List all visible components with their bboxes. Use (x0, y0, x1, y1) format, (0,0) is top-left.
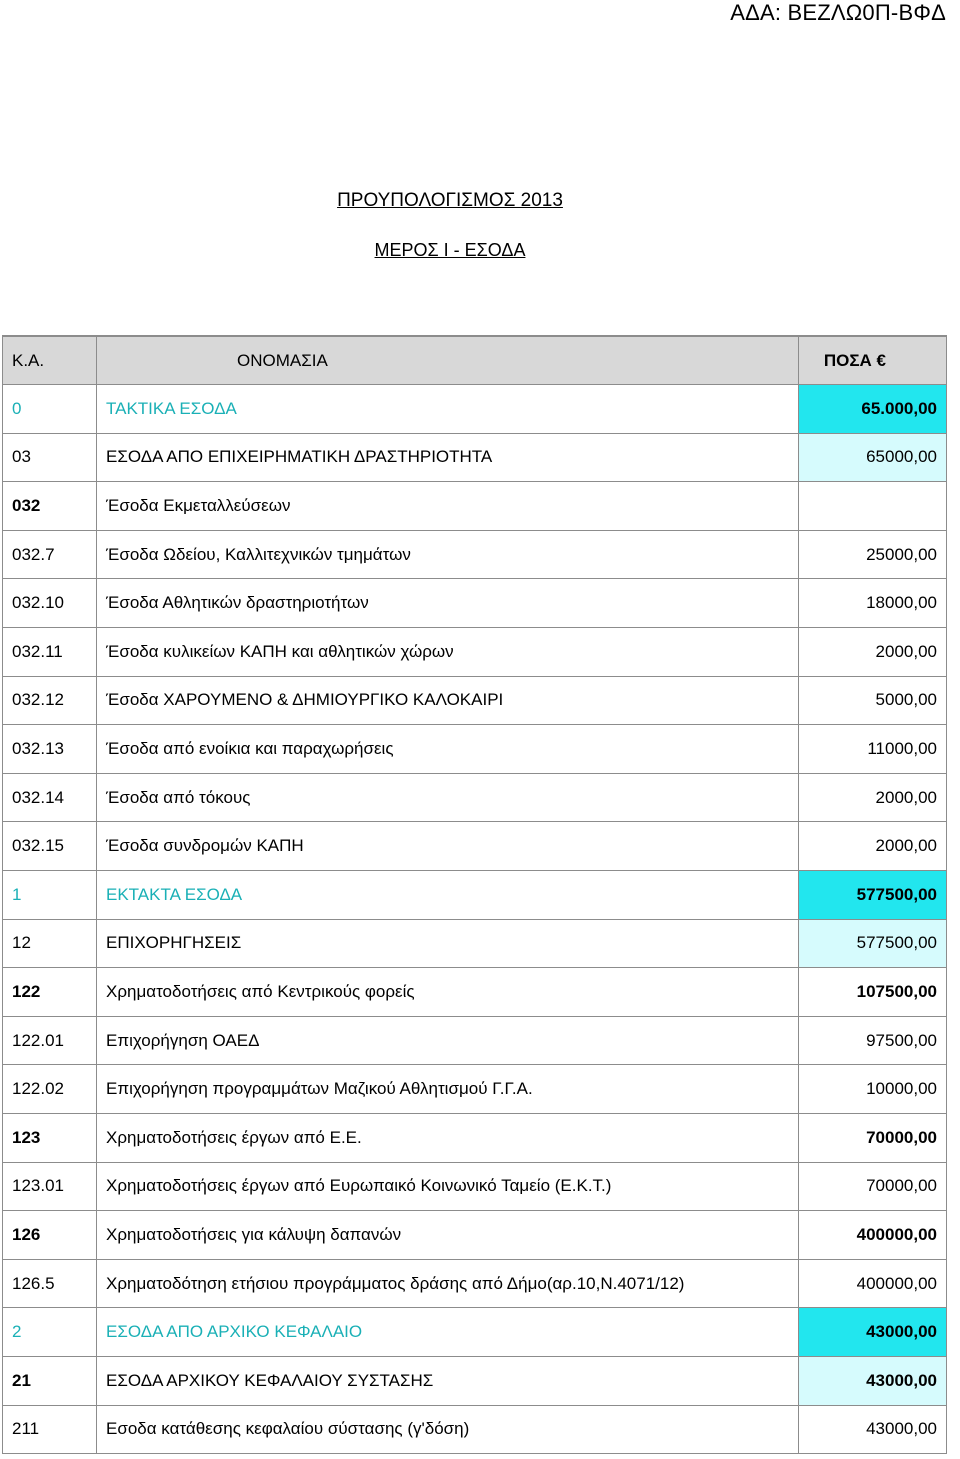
row-amount: 107500,00 (799, 968, 947, 1017)
table-row (3, 919, 947, 968)
column-header-amount: ΠΟΣΑ € (799, 336, 947, 385)
table-row (3, 725, 947, 774)
row-name: Εσοδα κατάθεσης κεφαλαίου σύστασης (γ'δόση) (97, 1405, 799, 1454)
table-row (3, 1259, 947, 1308)
row-code: 032 (3, 482, 97, 531)
row-name: ΕΣΟΔΑ ΑΡΧΙΚΟΥ ΚΕΦΑΛΑΙΟΥ ΣΥΣΤΑΣΗΣ (97, 1356, 799, 1405)
table-row (3, 1114, 947, 1163)
row-amount: 11000,00 (799, 725, 947, 774)
row-code: 122 (3, 968, 97, 1017)
table-row (3, 433, 947, 482)
document-id-code: ΑΔΑ: ΒΕΖΛΩ0Π-ΒΦΔ (730, 0, 946, 25)
document-title: ΠΡΟΥΠΟΛΟΓΙΣΜΟΣ 2013 (337, 190, 563, 211)
row-code: 032.11 (3, 628, 97, 677)
row-amount: 70000,00 (799, 1162, 947, 1211)
row-name: Έσοδα Αθλητικών δραστηριοτήτων (97, 579, 799, 628)
row-name: Έσοδα από τόκους (97, 773, 799, 822)
table-row (3, 1016, 947, 1065)
row-amount: 43000,00 (799, 1405, 947, 1454)
row-code: 123 (3, 1114, 97, 1163)
row-name: Έσοδα ΧΑΡΟΥΜΕΝΟ & ΔΗΜΙΟΥΡΓΙΚΟ ΚΑΛΟΚΑΙΡΙ (97, 676, 799, 725)
table-row (3, 1162, 947, 1211)
table-row (3, 822, 947, 871)
row-code: 1 (3, 871, 97, 920)
row-amount: 577500,00 (799, 871, 947, 920)
row-code: 032.7 (3, 530, 97, 579)
row-amount: 400000,00 (799, 1211, 947, 1260)
row-amount: 400000,00 (799, 1259, 947, 1308)
table-row (3, 628, 947, 677)
row-code: 122.01 (3, 1016, 97, 1065)
row-name: ΕΣΟΔΑ ΑΠΟ ΑΡΧΙΚΟ ΚΕΦΑΛΑΙΟ (97, 1308, 799, 1357)
table-row (3, 1065, 947, 1114)
row-code: 126 (3, 1211, 97, 1260)
row-code: 032.15 (3, 822, 97, 871)
row-amount: 2000,00 (799, 773, 947, 822)
row-name: Επιχορήγηση προγραμμάτων Μαζικού Αθλητισμού Γ.Γ.Α. (97, 1065, 799, 1114)
row-code: 211 (3, 1405, 97, 1454)
row-amount: 2000,00 (799, 822, 947, 871)
table-row (3, 1211, 947, 1260)
table-row (3, 579, 947, 628)
row-amount: 43000,00 (799, 1308, 947, 1357)
table-row (3, 530, 947, 579)
row-name: ΕΣΟΔΑ ΑΠΟ ΕΠΙΧΕΙΡΗΜΑΤΙΚΗ ΔΡΑΣΤΗΡΙΟΤΗΤΑ (97, 433, 799, 482)
row-code: 21 (3, 1356, 97, 1405)
row-code: 032.12 (3, 676, 97, 725)
row-name: ΤΑΚΤΙΚΑ ΕΣΟΔΑ (97, 385, 799, 434)
row-amount: 18000,00 (799, 579, 947, 628)
row-code: 126.5 (3, 1259, 97, 1308)
column-header-code: Κ.Α. (3, 336, 97, 385)
row-name: Έσοδα κυλικείων ΚΑΠΗ και αθλητικών χώρων (97, 628, 799, 677)
row-code: 12 (3, 919, 97, 968)
row-code: 03 (3, 433, 97, 482)
row-name: ΕΠΙΧΟΡΗΓΗΣΕΙΣ (97, 919, 799, 968)
table-row (3, 773, 947, 822)
row-name: Έσοδα Εκμεταλλεύσεων (97, 482, 799, 531)
row-code: 032.13 (3, 725, 97, 774)
row-amount: 5000,00 (799, 676, 947, 725)
row-amount: 10000,00 (799, 1065, 947, 1114)
row-code: 123.01 (3, 1162, 97, 1211)
row-name: Χρηματοδοτήσεις για κάλυψη δαπανών (97, 1211, 799, 1260)
row-amount: 97500,00 (799, 1016, 947, 1065)
table-row (3, 482, 947, 531)
column-header-name: ΟΝΟΜΑΣΙΑ (97, 336, 799, 385)
table-row (3, 968, 947, 1017)
row-amount: 43000,00 (799, 1356, 947, 1405)
row-amount: 70000,00 (799, 1114, 947, 1163)
row-name: Χρηματοδότηση ετήσιου προγράμματος δράσης από Δήμο(αρ.10,Ν.4071/12) (97, 1259, 799, 1308)
row-code: 122.02 (3, 1065, 97, 1114)
row-amount: 65.000,00 (799, 385, 947, 434)
row-name: ΕΚΤΑΚΤΑ ΕΣΟΔΑ (97, 871, 799, 920)
row-amount: 65000,00 (799, 433, 947, 482)
row-name: Χρηματοδοτήσεις από Κεντρικούς φορείς (97, 968, 799, 1017)
row-code: 0 (3, 385, 97, 434)
row-amount: 577500,00 (799, 919, 947, 968)
row-name: Χρηματοδοτήσεις έργων από Ευρωπαικό Κοινωνικό Ταμείο (Ε.Κ.Τ.) (97, 1162, 799, 1211)
row-name: Έσοδα συνδρομών ΚΑΠΗ (97, 822, 799, 871)
row-name: Χρηματοδοτήσεις έργων από Ε.Ε. (97, 1114, 799, 1163)
row-amount: 2000,00 (799, 628, 947, 677)
budget-table (2, 335, 947, 1454)
row-code: 032.10 (3, 579, 97, 628)
document-subtitle: ΜΕΡΟΣ Ι - ΕΣΟΔΑ (374, 240, 526, 260)
row-amount (799, 482, 947, 531)
table-row (3, 1405, 947, 1454)
table-row (3, 1356, 947, 1405)
table-row (3, 385, 947, 434)
row-name: Έσοδα Ωδείου, Καλλιτεχνικών τμημάτων (97, 530, 799, 579)
row-amount: 25000,00 (799, 530, 947, 579)
table-row (3, 676, 947, 725)
table-row (3, 1308, 947, 1357)
row-code: 2 (3, 1308, 97, 1357)
row-name: Έσοδα από ενοίκια και παραχωρήσεις (97, 725, 799, 774)
table-header-row (3, 336, 947, 385)
row-code: 032.14 (3, 773, 97, 822)
row-name: Επιχορήγηση ΟΑΕΔ (97, 1016, 799, 1065)
table-row (3, 871, 947, 920)
